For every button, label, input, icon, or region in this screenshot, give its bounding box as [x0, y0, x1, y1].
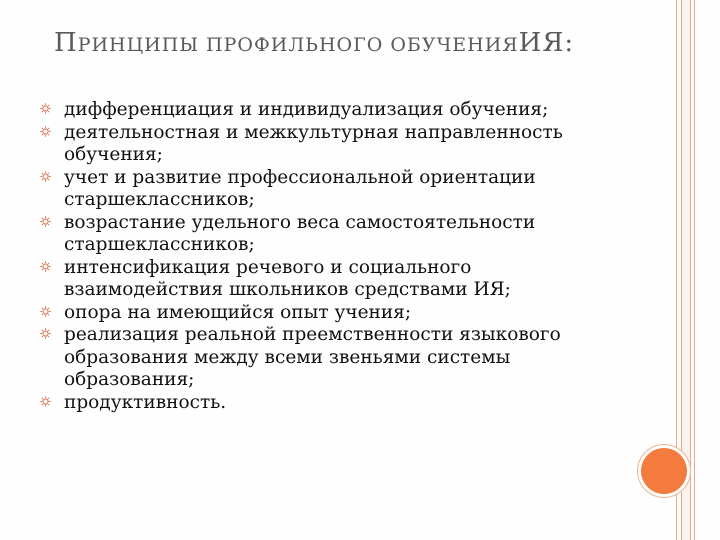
list-item	[40, 167, 610, 212]
sun-burst-icon	[40, 328, 51, 339]
list-item-text: деятельностная и межкультурная направленность обучения;	[64, 121, 563, 165]
sun-burst-icon	[40, 396, 51, 407]
list-item	[40, 257, 610, 302]
list-item-text: интенсификация речевого и социального взаимодействия школьников средствами ИЯ;	[64, 256, 511, 300]
list-item-text: возрастание удельного веса самостоятельности старшеклассников;	[64, 211, 536, 255]
sun-burst-icon	[40, 261, 51, 272]
list-item	[40, 324, 610, 392]
orange-circle-decoration	[641, 448, 687, 494]
list-item	[40, 392, 610, 415]
list-item-text: опора на имеющийся опыт учения;	[64, 301, 412, 323]
sun-burst-icon	[40, 306, 51, 317]
list-item-text: реализация реальной преемственности языкового образования между всеми звеньями системы образования;	[64, 324, 561, 390]
list-item-text: учет и развитие профессиональной ориентации старшеклассников;	[64, 166, 536, 210]
sun-burst-icon	[40, 171, 51, 182]
list-item-text: продуктивность.	[64, 391, 227, 413]
list-item	[40, 302, 610, 325]
sun-burst-icon	[40, 216, 51, 227]
title-first-letter: П	[54, 28, 78, 58]
sun-burst-icon	[40, 126, 51, 137]
side-decoration-line	[694, 0, 695, 540]
side-decoration-line	[690, 0, 691, 540]
bullet-list	[40, 99, 610, 414]
title-tail: ИЯ:	[518, 28, 575, 58]
sun-burst-icon	[40, 103, 51, 114]
title-rest: РИНЦИПЫ ПРОФИЛЬНОГО ОБУЧЕНИЯ	[77, 34, 519, 56]
list-item	[40, 122, 610, 167]
list-item	[40, 99, 610, 122]
list-item-text: дифференциация и индивидуализация обучения;	[64, 99, 549, 120]
list-item	[40, 212, 610, 257]
slide-title	[54, 28, 574, 58]
